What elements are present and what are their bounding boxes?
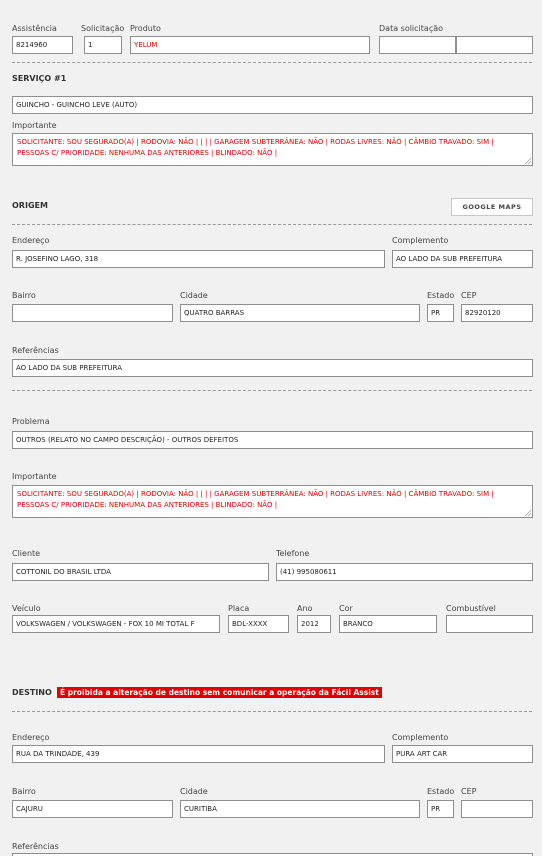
servico-importante-label: Importante — [12, 121, 57, 130]
placa-field[interactable]: BDL-XXXX — [228, 615, 289, 633]
destino-endereco-label: Endereço — [12, 733, 50, 742]
cor-label: Cor — [339, 604, 353, 613]
cor-field[interactable]: BRANCO — [339, 615, 437, 633]
destino-cidade-field[interactable]: CURITIBA — [180, 800, 420, 818]
veiculo-label: Veículo — [12, 604, 41, 613]
destino-complemento-field[interactable]: PURA ART CAR — [392, 745, 533, 763]
solicitacao-field[interactable]: 1 — [84, 36, 122, 54]
destino-complemento-label: Complemento — [392, 733, 449, 742]
destino-referencias-label: Referências — [12, 842, 59, 851]
origem-referencias-field[interactable]: AO LADO DA SUB PREFEITURA — [12, 359, 533, 377]
produto-label: Produto — [130, 24, 161, 33]
servico-title: SERVIÇO #1 — [12, 74, 67, 83]
origem-estado-label: Estado — [427, 291, 455, 300]
problema-label: Problema — [12, 417, 50, 426]
divider — [12, 711, 532, 712]
divider — [12, 224, 532, 225]
origem-bairro-field[interactable] — [12, 304, 173, 322]
combustivel-field[interactable] — [446, 615, 533, 633]
origem-title: ORIGEM — [12, 201, 48, 210]
resize-grip-icon[interactable] — [524, 157, 531, 164]
data-solicitacao-label: Data solicitação — [379, 24, 444, 33]
assistencia-label: Assistência — [12, 24, 57, 33]
cliente-field[interactable]: COTTONIL DO BRASIL LTDA — [12, 563, 269, 581]
servico-importante-textarea[interactable] — [12, 133, 533, 166]
origem-cep-field[interactable]: 82920120 — [461, 304, 533, 322]
servico-importante-text: SOLICITANTE: SOU SEGURADO(A) | RODOVIA: NÃO | | | | GARAGEM SUBTERRÂNEA: NÃO | RODAS LIVRES: NÃO | CÂMBIO TRAVADO: SIM | PESSOAS C/ PRIORIDADE: NENHUMA DAS ANTERIORES | BLINDADO: NÃO | — [17, 138, 494, 157]
cliente-label: Cliente — [12, 549, 41, 558]
destino-bairro-label: Bairro — [12, 787, 36, 796]
origem-endereco-label: Endereço — [12, 236, 50, 245]
destino-estado-label: Estado — [427, 787, 455, 796]
destino-cidade-label: Cidade — [180, 787, 208, 796]
telefone-field[interactable]: (41) 995080611 — [276, 563, 533, 581]
destino-warning-badge: É proibida a alteração de destino sem comunicar a operação da Fácil Assist — [57, 687, 382, 698]
veiculo-field[interactable]: VOLKSWAGEN / VOLKSWAGEN - FOX 10 MI TOTAL F — [12, 615, 220, 633]
problema-field[interactable]: OUTROS (RELATO NO CAMPO DESCRIÇÃO) - OUTROS DEFEITOS — [12, 431, 533, 449]
google-maps-button[interactable]: GOOGLE MAPS — [451, 198, 533, 216]
produto-field[interactable]: YELUM — [130, 36, 370, 54]
assistencia-field[interactable]: 8214960 — [12, 36, 73, 54]
telefone-label: Telefone — [276, 549, 310, 558]
divider — [12, 390, 532, 391]
destino-endereco-field[interactable]: RUA DA TRINDADE, 439 — [12, 745, 385, 763]
divider — [12, 62, 532, 63]
servico-field[interactable]: GUINCHO - GUINCHO LEVE (AUTO) — [12, 96, 533, 114]
destino-cep-label: CEP — [461, 787, 477, 796]
origem-endereco-field[interactable]: R. JOSEFINO LAGO, 318 — [12, 250, 385, 268]
problema-importante-text: SOLICITANTE: SOU SEGURADO(A) | RODOVIA: NÃO | | | | GARAGEM SUBTERRÂNEA: NÃO | RODAS LIVRES: NÃO | CÂMBIO TRAVADO: SIM | PESSOAS C/ PRIORIDADE: NENHUMA DAS ANTERIORES | BLINDADO: NÃO | — [17, 490, 494, 509]
ano-field[interactable]: 2012 — [297, 615, 331, 633]
origem-cep-label: CEP — [461, 291, 477, 300]
origem-estado-field[interactable]: PR — [427, 304, 454, 322]
destino-bairro-field[interactable]: CAJURU — [12, 800, 173, 818]
solicitacao-label: Solicitação — [81, 24, 125, 33]
resize-grip-icon[interactable] — [524, 509, 531, 516]
data-solicitacao-time-field[interactable] — [456, 36, 533, 54]
data-solicitacao-date-field[interactable] — [379, 36, 456, 54]
combustivel-label: Combustível — [446, 604, 496, 613]
problema-importante-textarea[interactable] — [12, 485, 533, 518]
placa-label: Placa — [228, 604, 250, 613]
destino-cep-field[interactable] — [461, 800, 533, 818]
origem-referencias-label: Referências — [12, 346, 59, 355]
problema-importante-label: Importante — [12, 472, 57, 481]
origem-bairro-label: Bairro — [12, 291, 36, 300]
origem-cidade-label: Cidade — [180, 291, 208, 300]
origem-cidade-field[interactable]: QUATRO BARRAS — [180, 304, 420, 322]
destino-estado-field[interactable]: PR — [427, 800, 454, 818]
origem-complemento-field[interactable]: AO LADO DA SUB PREFEITURA — [392, 250, 533, 268]
ano-label: Ano — [297, 604, 313, 613]
destino-title: DESTINO — [12, 688, 52, 697]
origem-complemento-label: Complemento — [392, 236, 449, 245]
